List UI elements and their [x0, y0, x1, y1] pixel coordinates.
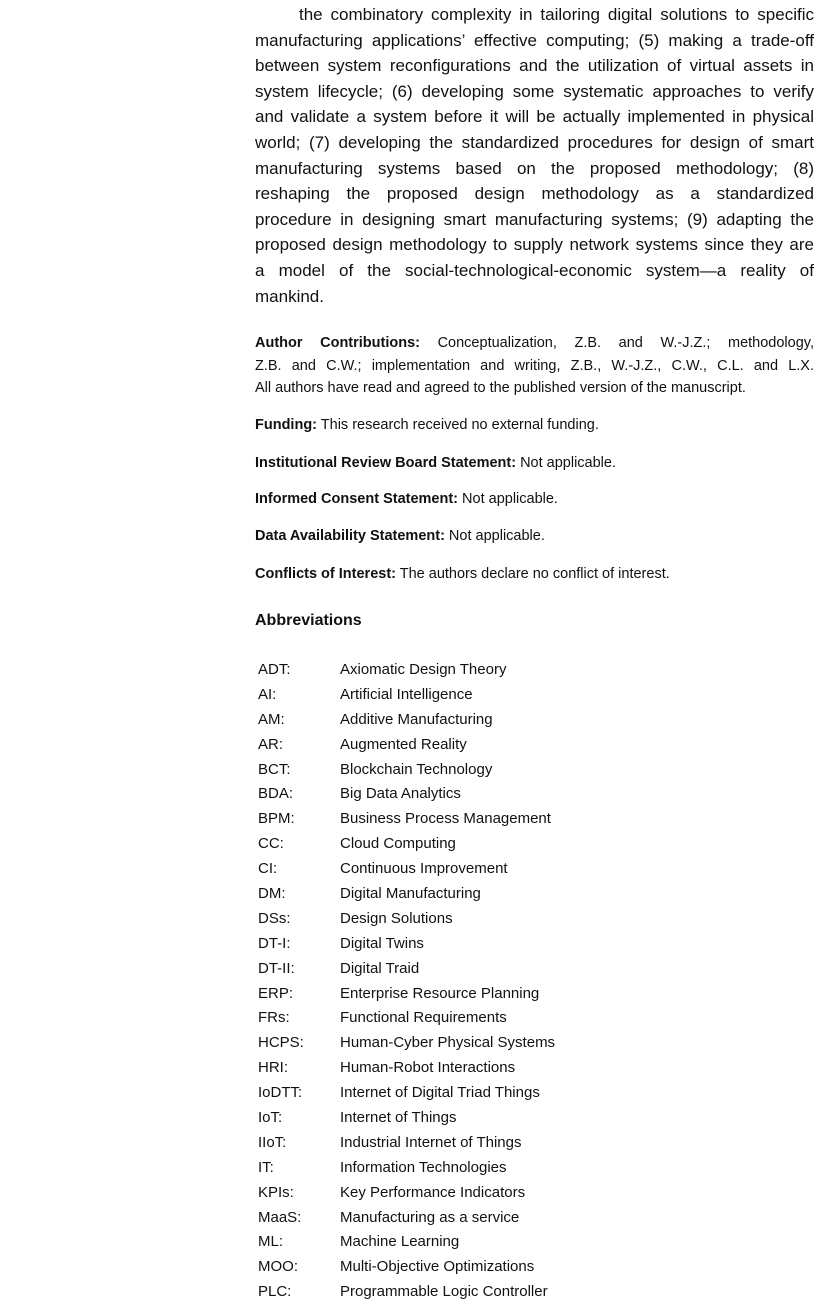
statement-label: Conflicts of Interest:	[255, 566, 396, 582]
conflicts-of-interest-statement	[255, 564, 670, 584]
statement-label: Data Availability Statement:	[255, 528, 445, 544]
abbreviation-key: IoDTT:	[258, 1084, 303, 1102]
abbreviation-meaning: Cloud Computing	[340, 835, 456, 853]
paragraph-line: manufacturing applications’ effective computing; (5) making a trade-off	[255, 30, 814, 50]
abbreviation-meaning: Artificial Intelligence	[340, 685, 473, 703]
abbreviation-row	[258, 708, 618, 733]
abbreviation-row	[258, 1081, 618, 1106]
paragraph-line: mankind.	[255, 286, 324, 306]
abbreviation-key: ERP:	[258, 984, 294, 1002]
author-contributions-line: Z.B. and C.W.; implementation and writing, Z.B., W.-J.Z., C.W., C.L. and L.X.	[255, 357, 814, 374]
paragraph-line: a model of the social-technological-economic system—a reality of	[255, 260, 814, 280]
abbreviation-key: DM:	[258, 885, 286, 903]
abbreviation-row	[258, 807, 618, 832]
abbreviation-key: HRI:	[258, 1059, 288, 1077]
abbreviation-key: DT-II:	[258, 959, 295, 977]
abbreviation-meaning: Blockchain Technology	[340, 760, 493, 778]
paragraph-line: world; (7) developing the standardized procedures for design of smart	[255, 132, 814, 152]
abbreviation-key: BCT:	[258, 760, 291, 778]
abbreviation-key: IoT:	[258, 1109, 283, 1127]
abbreviation-meaning: Enterprise Resource Planning	[340, 984, 540, 1002]
abbreviation-row	[258, 1156, 618, 1181]
paragraph-line: system lifecycle; (6) developing some systematic approaches to verify	[255, 81, 814, 101]
abbreviation-meaning: Augmented Reality	[340, 735, 467, 753]
abbreviation-row	[258, 733, 618, 758]
abbreviation-meaning: Programmable Logic Controller	[340, 1283, 548, 1301]
conclusion-paragraph	[255, 2, 814, 309]
statement-label: Informed Consent Statement:	[255, 491, 459, 507]
abbreviation-row	[258, 857, 618, 882]
abbreviation-meaning: Digital Manufacturing	[340, 885, 481, 903]
abbreviation-meaning: Human-Robot Interactions	[340, 1059, 516, 1077]
abbreviation-key: PLC:	[258, 1283, 292, 1301]
author-contributions-line	[255, 332, 814, 355]
paragraph-line: manufacturing systems based on the proposed methodology; (8)	[255, 158, 814, 178]
abbreviation-row	[258, 1006, 618, 1031]
author-contributions-line: All authors have read and agreed to the published version of the manuscript.	[255, 380, 746, 396]
statement-text: The authors declare no conflict of interest.	[395, 566, 670, 582]
abbreviation-meaning: Internet of Things	[340, 1109, 457, 1127]
abbreviation-row	[258, 658, 618, 683]
abbreviation-key: CC:	[258, 835, 284, 853]
abbreviation-key: HCPS:	[258, 1034, 304, 1052]
author-contributions-text: Conceptualization, Z.B. and W.-J.Z.; methodology,	[419, 335, 814, 351]
abbreviation-key: IT:	[258, 1158, 274, 1176]
abbreviations-heading: Abbreviations	[255, 612, 362, 629]
abbreviation-row	[258, 1106, 618, 1131]
statement-text: Not applicable.	[458, 491, 558, 507]
abbreviation-key: ADT:	[258, 661, 291, 678]
abbreviation-meaning: Human-Cyber Physical Systems	[340, 1034, 556, 1052]
abbreviation-row	[258, 957, 618, 982]
abbreviation-row	[258, 1206, 618, 1231]
abbreviations-list	[258, 658, 618, 1305]
irb-statement	[255, 453, 616, 473]
abbreviation-key: AI:	[258, 685, 277, 703]
data-availability-statement	[255, 526, 545, 546]
paragraph-line: the combinatory complexity in tailoring digital solutions to specific	[299, 5, 814, 24]
abbreviation-row	[258, 1230, 618, 1255]
abbreviation-key: FRs:	[258, 1009, 290, 1027]
abbreviation-meaning: Digital Traid	[340, 959, 420, 977]
abbreviation-key: MOO:	[258, 1258, 298, 1276]
abbreviation-key: DT-I:	[258, 934, 291, 952]
abbreviation-meaning: Manufacturing as a service	[340, 1208, 520, 1226]
abbreviation-row	[258, 782, 618, 807]
abbreviation-key: CI:	[258, 860, 278, 878]
abbreviation-meaning: Additive Manufacturing	[340, 710, 493, 728]
abbreviation-key: AM:	[258, 710, 285, 728]
statement-text: Not applicable.	[516, 455, 616, 471]
statement-label: Institutional Review Board Statement:	[255, 455, 517, 471]
abbreviation-row	[258, 832, 618, 857]
paragraph-line: proposed design methodology to supply network systems since they are	[255, 235, 814, 255]
abbreviation-meaning: Axiomatic Design Theory	[340, 661, 507, 678]
paragraph-line: and validate a system before it will be actually implemented in physical	[255, 107, 814, 127]
paragraph-line: procedure in designing smart manufacturing systems; (9) adapting the	[255, 209, 814, 229]
abbreviation-key: DSs:	[258, 909, 291, 927]
abbreviation-meaning: Big Data Analytics	[340, 785, 461, 803]
author-contributions	[255, 332, 814, 400]
abbreviation-key: BDA:	[258, 785, 294, 803]
abbreviation-meaning: Functional Requirements	[340, 1009, 507, 1027]
abbreviation-meaning: Continuous Improvement	[340, 860, 508, 878]
paragraph-line: between system reconfigurations and the utilization of virtual assets in	[255, 56, 814, 76]
abbreviation-row	[258, 882, 618, 907]
abbreviation-key: MaaS:	[258, 1208, 302, 1226]
abbreviation-meaning: Business Process Management	[340, 810, 551, 828]
informed-consent-statement	[255, 489, 558, 509]
abbreviation-row	[258, 1131, 618, 1156]
abbreviation-row	[258, 1280, 618, 1305]
author-contributions-label: Author Contributions:	[255, 335, 420, 351]
statement-text: This research received no external funding.	[317, 417, 599, 433]
abbreviation-meaning: Design Solutions	[340, 909, 453, 927]
abbreviation-row	[258, 932, 618, 957]
abbreviation-row	[258, 758, 618, 783]
paragraph-line: reshaping the proposed design methodology as a standardized	[255, 184, 814, 204]
abbreviation-row	[258, 1056, 618, 1081]
abbreviation-row	[258, 683, 618, 708]
abbreviation-key: BPM:	[258, 810, 295, 828]
abbreviation-meaning: Digital Twins	[340, 934, 424, 952]
statement-text: Not applicable.	[444, 528, 545, 544]
abbreviation-meaning: Multi-Objective Optimizations	[340, 1258, 535, 1276]
abbreviation-key: AR:	[258, 735, 284, 753]
abbreviation-key: KPIs:	[258, 1183, 294, 1201]
abbreviation-meaning: Key Performance Indicators	[340, 1183, 526, 1201]
abbreviation-row	[258, 1031, 618, 1056]
abbreviation-row	[258, 907, 618, 932]
funding-statement	[255, 415, 599, 435]
abbreviation-meaning: Internet of Digital Triad Things	[340, 1084, 540, 1102]
statement-label: Funding:	[255, 417, 318, 433]
abbreviation-meaning: Industrial Internet of Things	[340, 1133, 522, 1151]
abbreviation-row	[258, 1181, 618, 1206]
abbreviation-row	[258, 1255, 618, 1280]
abbreviation-key: IIoT:	[258, 1133, 287, 1151]
abbreviation-row	[258, 982, 618, 1007]
abbreviation-key: ML:	[258, 1233, 284, 1251]
abbreviation-meaning: Machine Learning	[340, 1233, 460, 1251]
abbreviation-meaning: Information Technologies	[340, 1158, 507, 1176]
